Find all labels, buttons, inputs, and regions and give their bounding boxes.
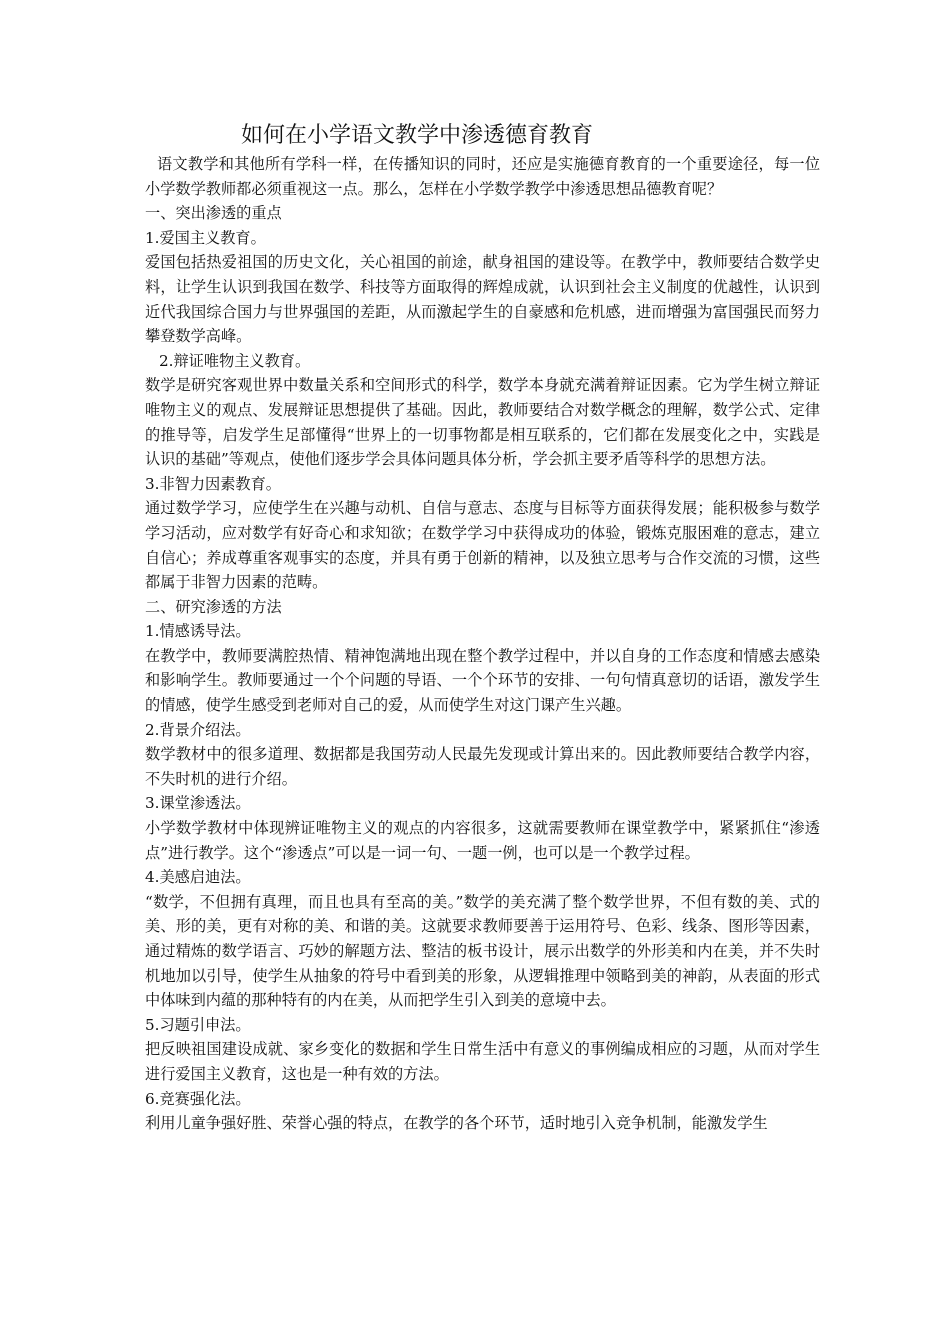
subsection-heading: 1.爱国主义教育。 <box>145 228 266 247</box>
document-body <box>145 152 820 1136</box>
section-heading: 二、研究渗透的方法 <box>145 597 282 616</box>
intro-paragraph: 语文教学和其他所有学科一样，在传播知识的同时，还应是实施德育教育的一个重要途径，每一位小学数学教师都必须重视这一点。那么，怎样在小学数学教学中渗透思想品德教育呢？ <box>145 155 820 198</box>
body-paragraph: 在教学中，教师要满腔热情、精神饱满地出现在整个教学过程中，并以自身的工作态度和情感去感染和影响学生。教师要通过一个个问题的导语、一个个环节的安排、一句句情真意切的话语，激发学生的情感，使学生感受到老师对自己的爱，从而使学生对这门课产生兴趣。 <box>145 646 820 715</box>
subsection-heading: 5.习题引申法。 <box>145 1015 251 1034</box>
document-page <box>145 120 820 1136</box>
body-paragraph: “数学，不但拥有真理，而且也具有至高的美。”数学的美充满了整个数学世界，不但有数的美、式的美、形的美，更有对称的美、和谐的美。这就要求教师要善于运用符号、色彩、线条、图形等因素，通过精炼的数学语言、巧妙的解题方法、整洁的板书设计，展示出数学的外形美和内在美，并不失时机地加以引导，使学生从抽象的符号中看到美的形象，从逻辑推理中领略到美的神韵，从表面的形式中体味到内蕴的那种特有的内在美，从而把学生引入到美的意境中去。 <box>145 892 820 1010</box>
subsection-heading: 4.美感启迪法。 <box>145 868 251 887</box>
subsection-heading: 3.非智力因素教育。 <box>145 474 281 493</box>
subsection-heading: 1.情感诱导法。 <box>145 622 251 641</box>
body-paragraph: 爱国包括热爱祖国的历史文化，关心祖国的前途，献身祖国的建设等。在教学中，教师要结合数学史料，让学生认识到我国在数学、科技等方面取得的辉煌成就，认识到社会主义制度的优越性，认识到近代我国综合国力与世界强国的差距，从而激起学生的自豪感和危机感，进而增强为富国强民而努力攀登数学高峰。 <box>145 253 820 346</box>
subsection-heading: 3.课堂渗透法。 <box>145 794 251 813</box>
subsection-heading: 6.竞赛强化法。 <box>145 1089 251 1108</box>
body-paragraph: 数学是研究客观世界中数量关系和空间形式的科学，数学本身就充满着辩证因素。它为学生树立辩证唯物主义的观点、发展辩证思想提供了基础。因此，教师要结合对数学概念的理解，数学公式、定律的推导等，启发学生足部懂得“世界上的一切事物都是相互联系的，它们都在发展变化之中，实践是认识的基础”等观点，使他们逐步学会具体问题具体分析，学会抓主要矛盾等科学的思想方法。 <box>145 376 820 469</box>
body-paragraph: 数学教材中的很多道理、数据都是我国劳动人民最先发现或计算出来的。因此教师要结合教学内容，不失时机的进行介绍。 <box>145 745 820 788</box>
body-paragraph: 小学数学教材中体现辨证唯物主义的观点的内容很多，这就需要教师在课堂教学中，紧紧抓住“渗透点”进行教学。这个“渗透点”可以是一词一句、一题一例，也可以是一个教学过程。 <box>145 819 820 862</box>
subsection-heading: 2.背景介绍法。 <box>145 720 251 739</box>
body-paragraph: 通过数学学习，应使学生在兴趣与动机、自信与意志、态度与目标等方面获得发展；能积极参与数学学习活动，应对数学有好奇心和求知欲；在数学学习中获得成功的体验，锻炼克服困难的意志，建立自信心；养成尊重客观事实的态度，并具有勇于创新的精神，以及独立思考与合作交流的习惯，这些都属于非智力因素的范畴。 <box>145 499 820 592</box>
subsection-heading: 2.辩证唯物主义教育。 <box>159 351 311 370</box>
body-paragraph: 把反映祖国建设成就、家乡变化的数据和学生日常生活中有意义的事例编成相应的习题，从而对学生进行爱国主义教育，这也是一种有效的方法。 <box>145 1040 820 1083</box>
body-paragraph: 利用儿童争强好胜、荣誉心强的特点，在教学的各个环节，适时地引入竞争机制，能激发学生 <box>145 1114 768 1133</box>
document-title: 如何在小学语文教学中渗透德育教育 <box>241 123 594 148</box>
section-heading: 一、突出渗透的重点 <box>145 204 282 223</box>
